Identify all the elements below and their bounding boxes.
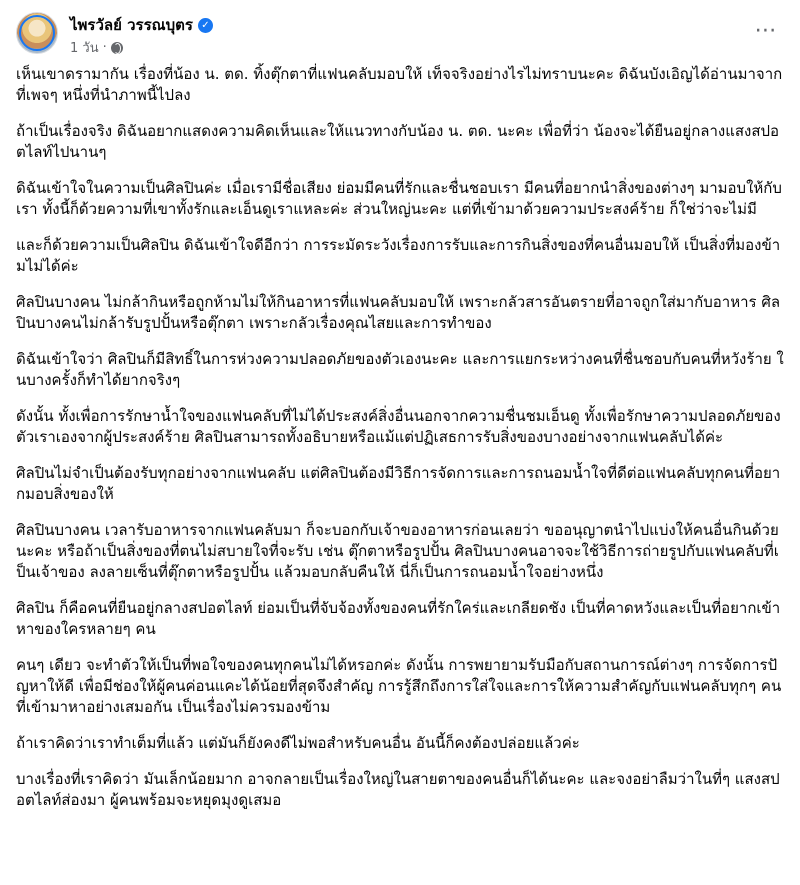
more-options-icon[interactable]: ⋯ xyxy=(754,18,778,43)
post-paragraph: และก็ด้วยความเป็นศิลปิน ดิฉันเข้าใจดีอีกว่า การระมัดระวังเรื่องการรับและการกินสิ่งของที่คนอื่นมอบให้ เป็นสิ่งที่มองข้ามไม่ได้ค่ะ xyxy=(16,236,781,275)
verified-badge-icon: ✓ xyxy=(198,18,213,33)
author-name[interactable]: ไพรวัลย์ วรรณบุตร xyxy=(70,16,193,34)
post-paragraph: ดิฉันเข้าใจในความเป็นศิลปินค่ะ เมื่อเรามีชื่อเสียง ย่อมมีคนที่รักและชื่นชอบเรา มีคนที่อยากนำสิ่งของต่างๆ มามอบให้กับเรา ทั้งนี้ก็ด้วยความที่เขาทั้งรักและเอ็นดูเราแหละค่ะ ส่วนใหญ่นะคะ แต่ที่เข้ามาด้วยความประสงค์ร้าย ก็ใช่ว่าจะไม่มี xyxy=(16,179,782,218)
post-paragraph: ถ้าเราคิดว่าเราทำเต็มที่แล้ว แต่มันก็ยังคงดีไม่พอสำหรับคนอื่น อันนี้ก็คงต้องปล่อยแล้วค่ะ xyxy=(16,734,580,752)
globe-icon xyxy=(111,42,123,54)
post-paragraph: บางเรื่องที่เราคิดว่า มันเล็กน้อยมาก อาจกลายเป็นเรื่องใหญ่ในสายตาของคนอื่นก็ได้นะคะ และจงอย่าลืมว่าในที่ๆ แสงสปอตไลท์ส่องมา ผู้คนพร้อมจะหยุดมุงดูเสมอ xyxy=(16,770,780,809)
post-meta xyxy=(70,37,123,58)
post-paragraph: เห็นเขาดรามากัน เรื่องที่น้อง น. ตด. ทิ้งตุ๊กตาที่แฟนคลับมอบให้ เท็จจริงอย่างไรไม่ทราบนะคะ ดิฉันบังเอิญได้อ่านมาจากที่เพจๆ หนึ่งที่นำภาพนี้ไปลง xyxy=(16,65,783,104)
author-name-row xyxy=(70,13,213,37)
post-paragraph: ศิลปินบางคน ไม่กล้ากินหรือถูกห้ามไม่ให้กินอาหารที่แฟนคลับมอบให้ เพราะกลัวสารอันตรายที่อาจถูกใส่มากับอาหาร ศิลปินบางคนไม่กล้ารับรูปปั้นหรือตุ๊กตา เพราะกลัวเรื่องคุณไสยและการทำของ xyxy=(16,293,781,332)
post-paragraph: ศิลปินบางคน เวลารับอาหารจากแฟนคลับมา ก็จะบอกกับเจ้าของอาหารก่อนเลยว่า ขออนุญาตนำไปแบ่งให้คนอื่นกินด้วยนะคะ หรือถ้าเป็นสิ่งของที่ตนไม่สบายใจที่จะรับ เช่น ตุ๊กตาหรือรูปปั้น ศิลปินบางคนอาจจะใช้วิธีการถ่ายรูปกับแฟนคลับที่เป็นเจ้าของ ลงลายเซ็นที่ตุ๊กตาหรือรูปปั้น แล้วมอบกลับคืนให้ นี่ก็เป็นการถนอมน้ำใจอย่างหนึ่ง xyxy=(16,521,779,581)
author-avatar[interactable] xyxy=(16,12,58,54)
post-timestamp[interactable]: 1 วัน xyxy=(70,41,99,56)
post-paragraph: ดังนั้น ทั้งเพื่อการรักษาน้ำใจของแฟนคลับที่ไม่ได้ประสงค์สิ่งอื่นนอกจากความชื่นชมเอ็นดู ทั้งเพื่อรักษาความปลอดภัยของตัวเราเองจากผู้ประสงค์ร้าย ศิลปินสามารถทั้งอธิบายหรือแม้แต่ปฏิเสธการรับสิ่งของบางอย่างจากแฟนคลับได้ค่ะ xyxy=(16,407,781,446)
post-paragraph: ศิลปิน ก็คือคนที่ยืนอยู่กลางสปอตไลท์ ย่อมเป็นที่จับจ้องทั้งของคนที่รักใคร่และเกลียดชัง เป็นที่คาดหวังและเป็นที่อยากเข้าหาของใครหลายๆ คน xyxy=(16,599,781,638)
post-paragraph: ดิฉันเข้าใจว่า ศิลปินก็มีสิทธิ์ในการห่วงความปลอดภัยของตัวเองนะคะ และการแยกระหว่างคนที่ชื่นชอบกับคนที่หวังร้าย ในบางครั้งก็ทำได้ยากจริงๆ xyxy=(16,350,784,389)
post-paragraph: คนๆ เดียว จะทำตัวให้เป็นที่พอใจของคนทุกคนไม่ได้หรอกค่ะ ดังนั้น การพยายามรับมือกับสถานการณ์ต่างๆ การจัดการปัญหาให้ดี เพื่อมีช่องให้ผู้คนค่อนแคะได้น้อยที่สุดจึงสำคัญ การรู้สึกถึงการใส่ใจและการให้ความสำคัญกับแฟนคลับทุกๆ คนที่เข้ามาหาอย่างเสมอกัน เป็นเรื่องไม่ควรมองข้าม xyxy=(16,656,782,716)
story-ring xyxy=(19,15,55,51)
post-header xyxy=(16,10,784,60)
post-body xyxy=(16,64,784,826)
post-paragraph: ถ้าเป็นเรื่องจริง ดิฉันอยากแสดงความคิดเห็นและให้แนวทางกับน้อง น. ตด. นะคะ เพื่อที่ว่า น้องจะได้ยืนอยู่กลางแสงสปอตไลท์ไปนานๆ xyxy=(16,122,780,161)
dot-separator: · xyxy=(102,40,107,55)
post-paragraph: ศิลปินไม่จำเป็นต้องรับทุกอย่างจากแฟนคลับ แต่ศิลปินต้องมีวิธีการจัดการและการถนอมน้ำใจที่ดีต่อแฟนคลับทุกคนที่อยากมอบสิ่งของให้ xyxy=(16,464,781,503)
